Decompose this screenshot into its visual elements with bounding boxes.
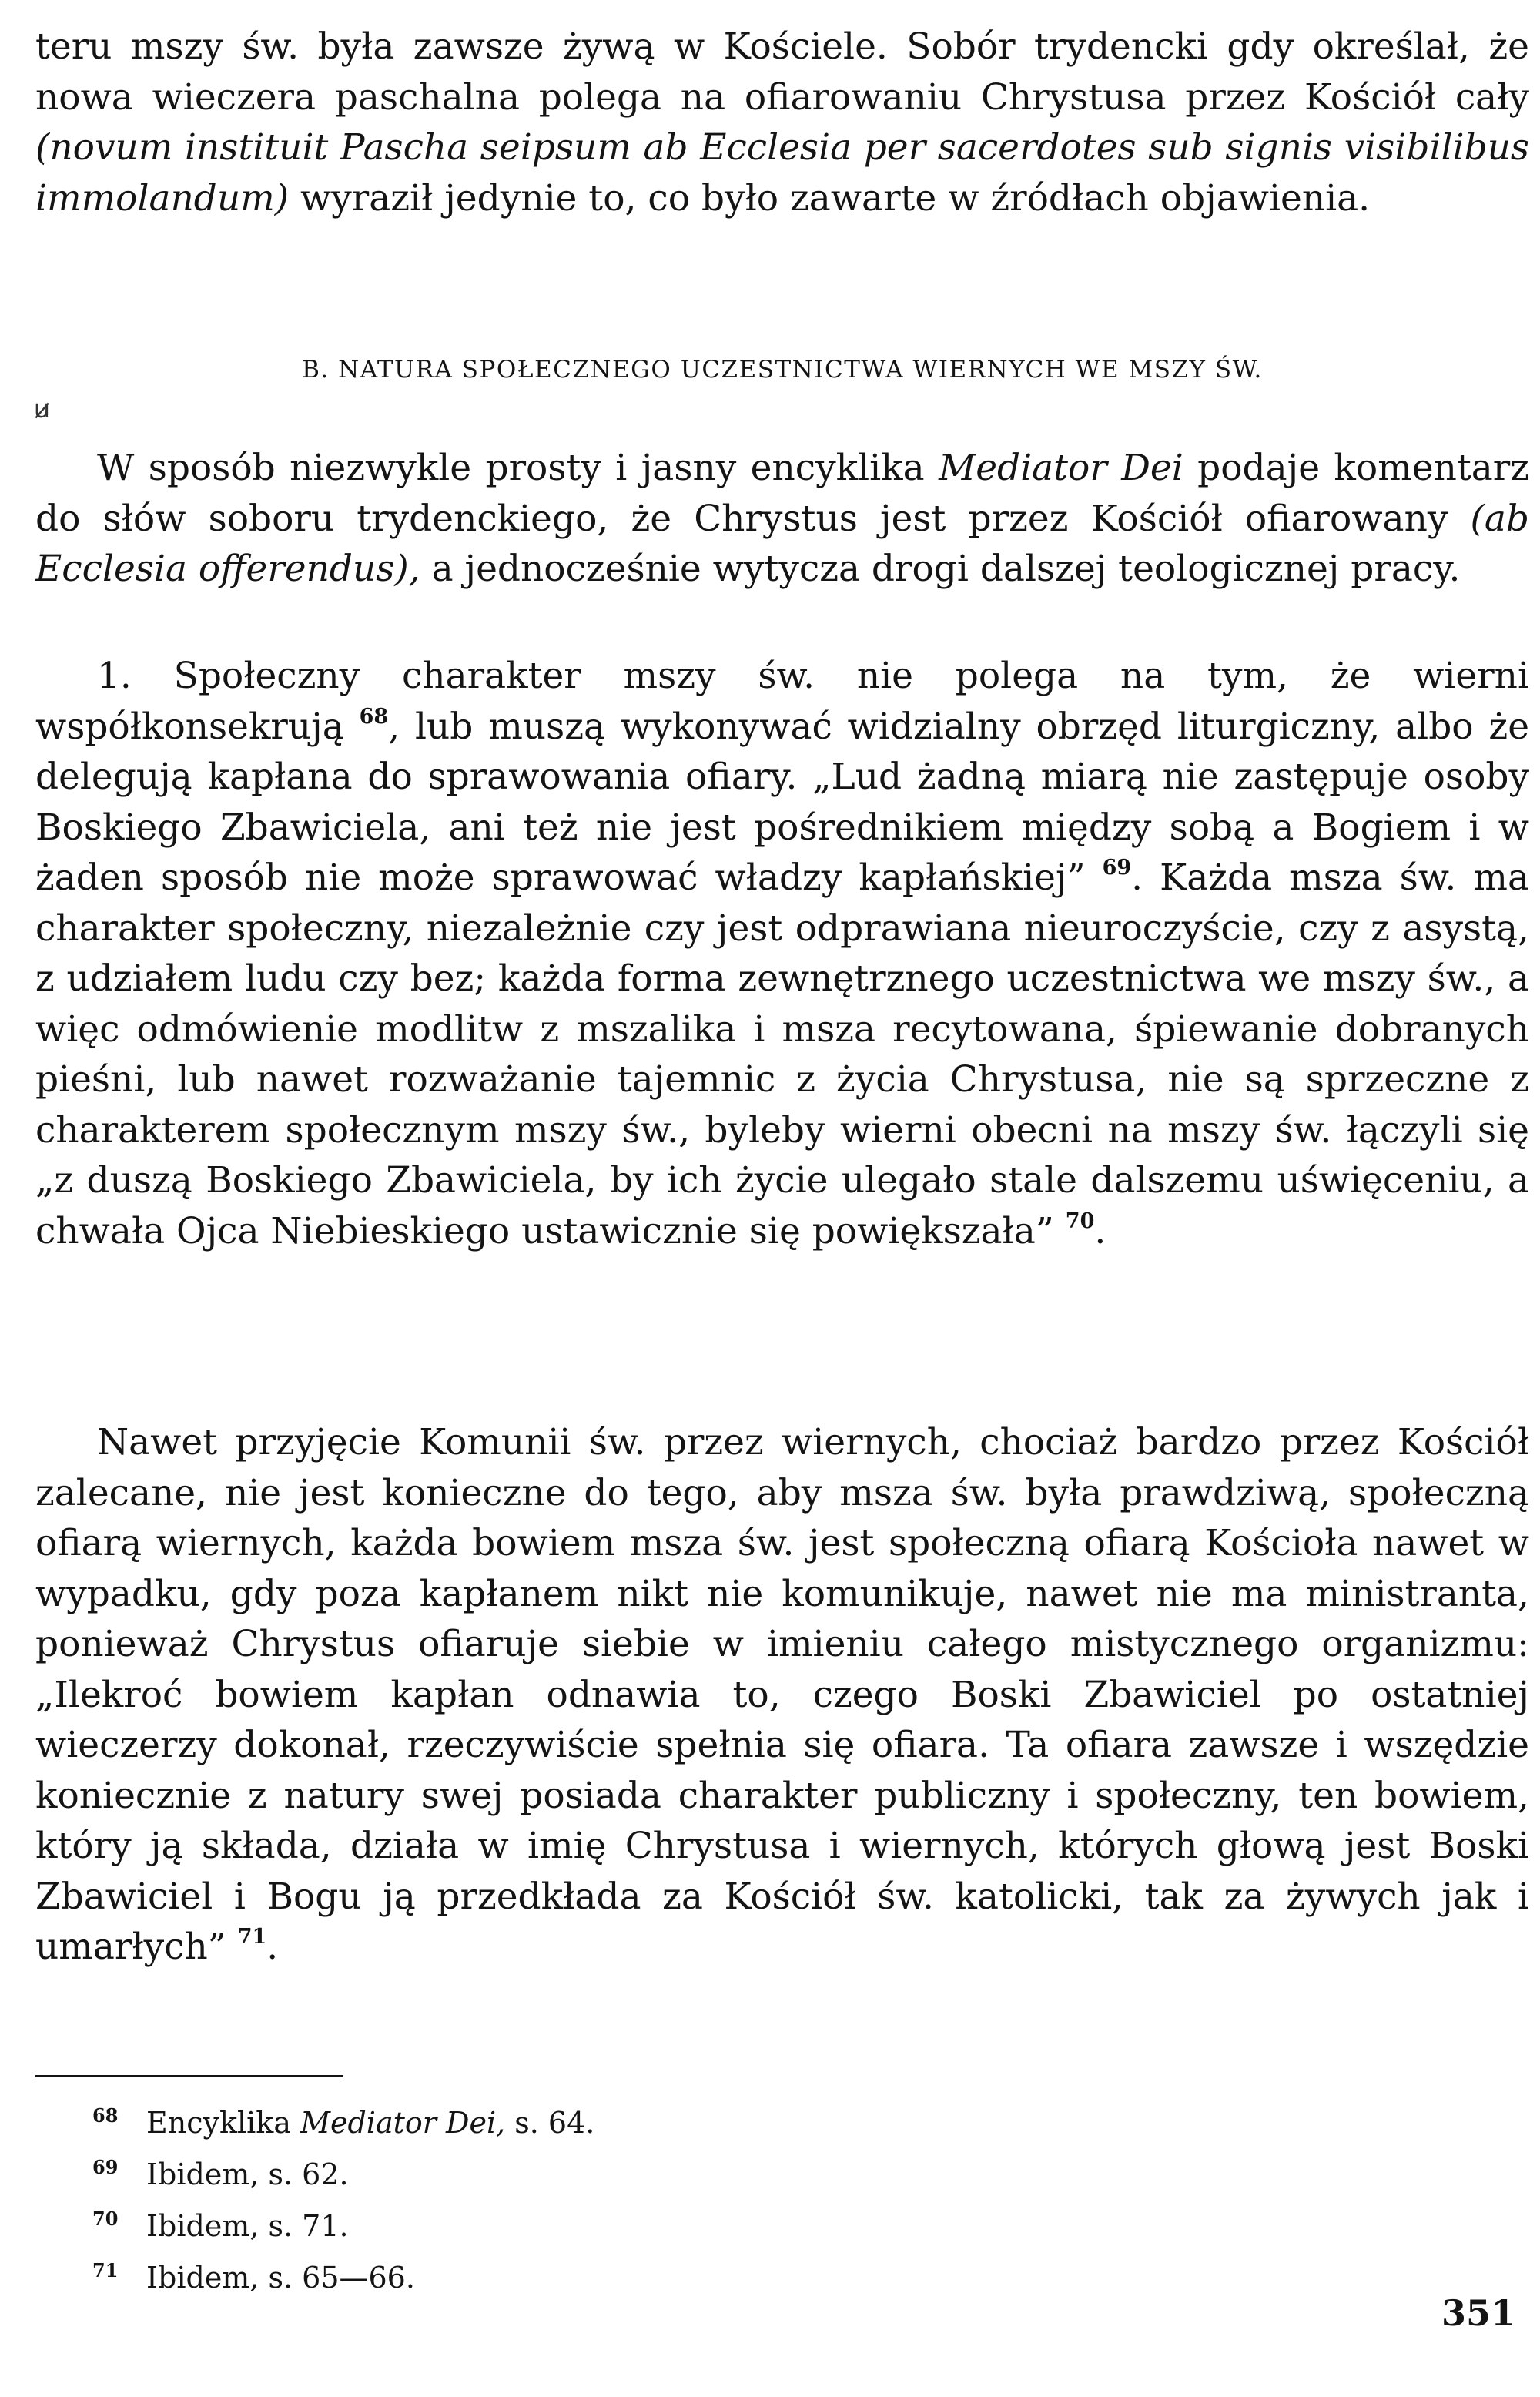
section-heading: B. NATURA SPOŁECZNEGO UCZESTNICTWA WIERNYCH WE MSZY ŚW. xyxy=(302,356,1263,384)
latin-quote: (novum instituit Pascha seipsum ab Ecclesia per sacerdotes sub signis visibilibus immolandum) xyxy=(35,126,1529,220)
italic-latin: (ab Ecclesia offerendus), xyxy=(35,497,1529,590)
ink-smudge-mark: ꞹ xyxy=(34,394,51,424)
text-run: a jednocześnie wytycza drogi dalszej teologicznej pracy. xyxy=(420,548,1461,590)
footnote-italic: Mediator Dei, xyxy=(300,2106,506,2140)
text-run: podaje komentarz do słów soboru trydenckiego, że Chrystus jest przez Kościół ofiarowany xyxy=(35,447,1529,540)
paragraph-text xyxy=(35,1417,1529,1973)
footnote-item xyxy=(92,2094,1016,2145)
footnote-divider xyxy=(35,2075,343,2077)
footnote-text: Encyklika xyxy=(146,2106,301,2140)
footnote-text: Ibidem, s. 71. xyxy=(146,2209,349,2243)
footnote-number: 69 xyxy=(92,2156,119,2178)
paragraph-encyclical xyxy=(35,443,1529,595)
footnote-item xyxy=(92,2197,1016,2248)
footnote-ref-68[interactable]: 68 xyxy=(359,704,389,729)
footnote-number: 68 xyxy=(92,2104,119,2127)
text-run: W sposób niezwykle prosty i jasny encyklika xyxy=(97,447,939,489)
paragraph-text xyxy=(35,651,1529,1256)
text-run: . xyxy=(1094,1209,1106,1252)
text-run: . xyxy=(266,1926,279,1968)
footnote-item xyxy=(92,2145,1016,2197)
footnote-ref-70[interactable]: 70 xyxy=(1065,1209,1095,1233)
footnote-number: 71 xyxy=(92,2259,119,2281)
paragraph-social-character xyxy=(35,651,1529,1256)
footnote-text: Ibidem, s. 62. xyxy=(146,2157,349,2191)
page-number: 351 xyxy=(1441,2292,1515,2334)
footnote-ref-71[interactable]: 71 xyxy=(237,1925,267,1949)
footnote-item xyxy=(92,2248,1016,2300)
text-run: teru mszy św. była zawsze żywą w Kościele. Sobór trydencki gdy określał, że nowa wieczera paschalna polega na ofiarowaniu Chrystusa przez Kościół cały xyxy=(35,25,1529,119)
footnote-number: 70 xyxy=(92,2208,119,2230)
footnote-text: Ibidem, s. 65—66. xyxy=(146,2261,415,2295)
footnote-text: s. 64. xyxy=(505,2106,595,2140)
text-run: Nawet przyjęcie Komunii św. przez wiernych, chociaż bardzo przez Kościół zalecane, nie jest konieczne do tego, aby msza św. była prawdziwą, społeczną ofiarą wiernych, każda bowiem msza św. jest społeczną ofiarą Kościoła nawet w wypadku, gdy poza kapłanem nikt nie komunikuje, nawet nie ma ministranta, ponieważ Chrystus ofiaruje siebie w imieniu całego mistycznego organizmu: „Ilekroć bowiem kapłan odnawia to, czego Boski Zbawiciel po ostatniej wieczerzy dokonał, rzeczywiście spełnia się ofiara. Ta ofiara zawsze i wszędzie koniecznie z natury swej posiada charakter publiczny i społeczny, ten bowiem, który ją składa, działa w imię Chrystusa i wiernych, których głową jest Boski Zbawiciel i Bogu ją przedkłada za Kościół św. katolicki, tak za żywych jak i umarłych” xyxy=(35,1421,1529,1968)
italic-title: Mediator Dei xyxy=(939,447,1183,489)
text-run: , lub muszą wykonywać widzialny obrzęd liturgiczny, albo że delegują kapłana do sprawowania ofiary. „Lud żadną miarą nie zastępuje osoby Boskiego Zbawiciela, ani też nie jest pośrednikiem między sobą a Bogiem i w żaden sposób nie może sprawować władzy kapłańskiej” xyxy=(35,705,1530,899)
paragraph-continuation xyxy=(35,22,1529,223)
paragraph-text xyxy=(35,22,1529,223)
footnotes-list xyxy=(92,2094,1016,2300)
paragraph-communion xyxy=(35,1417,1529,1973)
footnote-ref-69[interactable]: 69 xyxy=(1102,856,1132,880)
text-run: 1. Społeczny charakter mszy św. nie polega na tym, że wierni współkonsekrują xyxy=(35,655,1529,748)
text-run: . Każda msza św. ma charakter społeczny, niezależnie czy jest odprawiana nieuroczyście, czy z asystą, z udziałem ludu czy bez; każda forma zewnętrznego uczestnictwa we mszy św., a więc odmówienie modlitw z mszalika i msza recytowana, śpiewanie dobranych pieśni, lub nawet rozważanie tajemnic z życia Chrystusa, nie są sprzeczne z charakterem społecznym mszy św., byleby wierni obecni na mszy św. łączyli się „z duszą Boskiego Zbawiciela, by ich życie ulegało stale dalszemu uświęceniu, a chwała Ojca Niebieskiego ustawicznie się powiększała” xyxy=(35,857,1529,1252)
text-run: wyraził jedynie to, co było zawarte w źródłach objawienia. xyxy=(289,176,1371,220)
paragraph-text xyxy=(35,443,1529,595)
